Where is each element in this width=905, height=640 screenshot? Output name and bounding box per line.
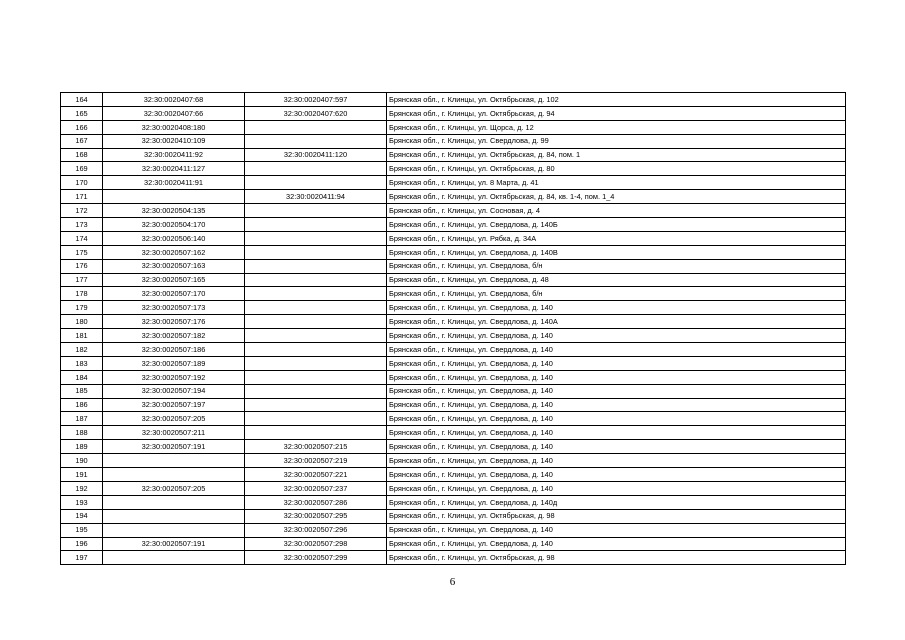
row-number-cell: 180 — [61, 315, 103, 329]
land-cadastral-number-cell — [103, 509, 245, 523]
address-cell: Брянская обл., г. Клинцы, ул. Октябрьская, д. 94 — [387, 106, 846, 120]
address-cell: Брянская обл., г. Клинцы, ул. Свердлова, д. 140 — [387, 412, 846, 426]
address-cell: Брянская обл., г. Клинцы, ул. Свердлова, д. 140 — [387, 370, 846, 384]
table-row — [61, 204, 846, 218]
row-number-cell: 181 — [61, 329, 103, 343]
land-cadastral-number-cell: 32:30:0020411:91 — [103, 176, 245, 190]
table-row — [61, 106, 846, 120]
table-row — [61, 398, 846, 412]
land-cadastral-number-cell: 32:30:0020411:92 — [103, 148, 245, 162]
row-number-cell: 175 — [61, 245, 103, 259]
object-cadastral-number-cell: 32:30:0020407:597 — [245, 93, 387, 107]
land-cadastral-number-cell: 32:30:0020507:192 — [103, 370, 245, 384]
address-cell: Брянская обл., г. Клинцы, ул. Свердлова, д. 140 — [387, 398, 846, 412]
land-cadastral-number-cell — [103, 551, 245, 565]
address-cell: Брянская обл., г. Клинцы, ул. Сосновая, д. 4 — [387, 204, 846, 218]
object-cadastral-number-cell — [245, 259, 387, 273]
object-cadastral-number-cell — [245, 231, 387, 245]
table-row — [61, 134, 846, 148]
land-cadastral-number-cell: 32:30:0020507:186 — [103, 343, 245, 357]
row-number-cell: 183 — [61, 356, 103, 370]
address-cell: Брянская обл., г. Клинцы, ул. Свердлова, д. 140 — [387, 523, 846, 537]
object-cadastral-number-cell — [245, 120, 387, 134]
row-number-cell: 172 — [61, 204, 103, 218]
table-row — [61, 93, 846, 107]
table-row — [61, 190, 846, 204]
row-number-cell: 190 — [61, 454, 103, 468]
row-number-cell: 185 — [61, 384, 103, 398]
row-number-cell: 170 — [61, 176, 103, 190]
row-number-cell: 171 — [61, 190, 103, 204]
table-row — [61, 120, 846, 134]
object-cadastral-number-cell: 32:30:0020507:298 — [245, 537, 387, 551]
row-number-cell: 188 — [61, 426, 103, 440]
object-cadastral-number-cell — [245, 412, 387, 426]
object-cadastral-number-cell — [245, 384, 387, 398]
land-cadastral-number-cell: 32:30:0020408:180 — [103, 120, 245, 134]
table-row — [61, 509, 846, 523]
address-cell: Брянская обл., г. Клинцы, ул. Свердлова, д. 140В — [387, 245, 846, 259]
address-cell: Брянская обл., г. Клинцы, ул. Свердлова, д. 99 — [387, 134, 846, 148]
object-cadastral-number-cell: 32:30:0020507:221 — [245, 468, 387, 482]
land-cadastral-number-cell: 32:30:0020507:194 — [103, 384, 245, 398]
address-cell: Брянская обл., г. Клинцы, ул. Свердлова, д. 140 — [387, 468, 846, 482]
row-number-cell: 192 — [61, 481, 103, 495]
land-cadastral-number-cell — [103, 523, 245, 537]
address-cell: Брянская обл., г. Клинцы, ул. Свердлова, д. 140д — [387, 495, 846, 509]
table-row — [61, 176, 846, 190]
address-cell: Брянская обл., г. Клинцы, ул. Свердлова, д. 140 — [387, 440, 846, 454]
table-row — [61, 440, 846, 454]
table-row — [61, 259, 846, 273]
land-cadastral-number-cell: 32:30:0020407:66 — [103, 106, 245, 120]
row-number-cell: 195 — [61, 523, 103, 537]
row-number-cell: 169 — [61, 162, 103, 176]
object-cadastral-number-cell: 32:30:0020411:94 — [245, 190, 387, 204]
address-cell: Брянская обл., г. Клинцы, ул. Свердлова, д. 140 — [387, 329, 846, 343]
land-cadastral-number-cell: 32:30:0020410:109 — [103, 134, 245, 148]
land-cadastral-number-cell: 32:30:0020411:127 — [103, 162, 245, 176]
address-cell: Брянская обл., г. Клинцы, ул. 8 Марта, д. 41 — [387, 176, 846, 190]
table-row — [61, 537, 846, 551]
object-cadastral-number-cell — [245, 343, 387, 357]
land-cadastral-number-cell: 32:30:0020507:189 — [103, 356, 245, 370]
page-number: 6 — [449, 576, 456, 588]
row-number-cell: 187 — [61, 412, 103, 426]
table-row — [61, 468, 846, 482]
object-cadastral-number-cell: 32:30:0020507:299 — [245, 551, 387, 565]
land-cadastral-number-cell: 32:30:0020504:170 — [103, 218, 245, 232]
row-number-cell: 182 — [61, 343, 103, 357]
address-cell: Брянская обл., г. Клинцы, ул. Свердлова, д. 140 — [387, 301, 846, 315]
land-cadastral-number-cell: 32:30:0020504:135 — [103, 204, 245, 218]
address-cell: Брянская обл., г. Клинцы, ул. Свердлова, д. 140А — [387, 315, 846, 329]
address-cell: Брянская обл., г. Клинцы, ул. Свердлова, д. 48 — [387, 273, 846, 287]
address-cell: Брянская обл., г. Клинцы, ул. Свердлова, д. 140 — [387, 454, 846, 468]
row-number-cell: 197 — [61, 551, 103, 565]
object-cadastral-number-cell — [245, 356, 387, 370]
row-number-cell: 176 — [61, 259, 103, 273]
object-cadastral-number-cell: 32:30:0020411:120 — [245, 148, 387, 162]
object-cadastral-number-cell: 32:30:0020507:286 — [245, 495, 387, 509]
object-cadastral-number-cell — [245, 370, 387, 384]
address-cell: Брянская обл., г. Клинцы, ул. Рябка, д. 34А — [387, 231, 846, 245]
land-cadastral-number-cell: 32:30:0020407:68 — [103, 93, 245, 107]
table-row — [61, 273, 846, 287]
land-cadastral-number-cell: 32:30:0020507:182 — [103, 329, 245, 343]
object-cadastral-number-cell — [245, 273, 387, 287]
object-cadastral-number-cell — [245, 329, 387, 343]
object-cadastral-number-cell: 32:30:0020507:295 — [245, 509, 387, 523]
object-cadastral-number-cell — [245, 398, 387, 412]
row-number-cell: 186 — [61, 398, 103, 412]
address-cell: Брянская обл., г. Клинцы, ул. Октябрьская, д. 84, пом. 1 — [387, 148, 846, 162]
land-cadastral-number-cell: 32:30:0020507:191 — [103, 440, 245, 454]
address-cell: Брянская обл., г. Клинцы, ул. Свердлова, б/н — [387, 287, 846, 301]
address-cell: Брянская обл., г. Клинцы, ул. Свердлова, д. 140 — [387, 384, 846, 398]
row-number-cell: 164 — [61, 93, 103, 107]
land-cadastral-number-cell: 32:30:0020507:173 — [103, 301, 245, 315]
object-cadastral-number-cell — [245, 287, 387, 301]
land-cadastral-number-cell: 32:30:0020507:211 — [103, 426, 245, 440]
object-cadastral-number-cell — [245, 315, 387, 329]
address-cell: Брянская обл., г. Клинцы, ул. Октябрьская, д. 84, кв. 1-4, пом. 1_4 — [387, 190, 846, 204]
table-row — [61, 426, 846, 440]
land-cadastral-number-cell: 32:30:0020507:205 — [103, 481, 245, 495]
address-cell: Брянская обл., г. Клинцы, ул. Свердлова, д. 140 — [387, 426, 846, 440]
registry-table-body — [61, 93, 846, 565]
row-number-cell: 174 — [61, 231, 103, 245]
address-cell: Брянская обл., г. Клинцы, ул. Октябрьская, д. 102 — [387, 93, 846, 107]
row-number-cell: 168 — [61, 148, 103, 162]
row-number-cell: 178 — [61, 287, 103, 301]
land-cadastral-number-cell: 32:30:0020507:176 — [103, 315, 245, 329]
object-cadastral-number-cell: 32:30:0020507:219 — [245, 454, 387, 468]
object-cadastral-number-cell — [245, 245, 387, 259]
row-number-cell: 177 — [61, 273, 103, 287]
land-cadastral-number-cell: 32:30:0020506:140 — [103, 231, 245, 245]
table-row — [61, 370, 846, 384]
row-number-cell: 173 — [61, 218, 103, 232]
object-cadastral-number-cell — [245, 176, 387, 190]
object-cadastral-number-cell — [245, 204, 387, 218]
row-number-cell: 193 — [61, 495, 103, 509]
table-row — [61, 523, 846, 537]
table-row — [61, 343, 846, 357]
table-row — [61, 231, 846, 245]
table-row — [61, 329, 846, 343]
table-row — [61, 315, 846, 329]
address-cell: Брянская обл., г. Клинцы, ул. Октябрьская, д. 98 — [387, 551, 846, 565]
row-number-cell: 189 — [61, 440, 103, 454]
address-cell: Брянская обл., г. Клинцы, ул. Свердлова, д. 140 — [387, 356, 846, 370]
row-number-cell: 196 — [61, 537, 103, 551]
address-cell: Брянская обл., г. Клинцы, ул. Щорса, д. 12 — [387, 120, 846, 134]
row-number-cell: 179 — [61, 301, 103, 315]
row-number-cell: 167 — [61, 134, 103, 148]
table-row — [61, 384, 846, 398]
row-number-cell: 194 — [61, 509, 103, 523]
land-cadastral-number-cell: 32:30:0020507:165 — [103, 273, 245, 287]
table-row — [61, 245, 846, 259]
table-row — [61, 162, 846, 176]
address-cell: Брянская обл., г. Клинцы, ул. Октябрьская, д. 80 — [387, 162, 846, 176]
row-number-cell: 165 — [61, 106, 103, 120]
object-cadastral-number-cell: 32:30:0020507:215 — [245, 440, 387, 454]
table-row — [61, 481, 846, 495]
address-cell: Брянская обл., г. Клинцы, ул. Свердлова, д. 140Б — [387, 218, 846, 232]
land-cadastral-number-cell: 32:30:0020507:162 — [103, 245, 245, 259]
table-row — [61, 454, 846, 468]
object-cadastral-number-cell — [245, 301, 387, 315]
table-row — [61, 412, 846, 426]
address-cell: Брянская обл., г. Клинцы, ул. Октябрьская, д. 98 — [387, 509, 846, 523]
address-cell: Брянская обл., г. Клинцы, ул. Свердлова, д. 140 — [387, 481, 846, 495]
land-cadastral-number-cell: 32:30:0020507:191 — [103, 537, 245, 551]
object-cadastral-number-cell — [245, 162, 387, 176]
table-row — [61, 218, 846, 232]
table-row — [61, 495, 846, 509]
row-number-cell: 191 — [61, 468, 103, 482]
land-cadastral-number-cell — [103, 454, 245, 468]
object-cadastral-number-cell — [245, 134, 387, 148]
table-row — [61, 287, 846, 301]
row-number-cell: 184 — [61, 370, 103, 384]
table-row — [61, 301, 846, 315]
row-number-cell: 166 — [61, 120, 103, 134]
land-cadastral-number-cell — [103, 468, 245, 482]
land-cadastral-number-cell: 32:30:0020507:197 — [103, 398, 245, 412]
land-cadastral-number-cell: 32:30:0020507:163 — [103, 259, 245, 273]
object-cadastral-number-cell: 32:30:0020507:296 — [245, 523, 387, 537]
land-cadastral-number-cell: 32:30:0020507:170 — [103, 287, 245, 301]
address-cell: Брянская обл., г. Клинцы, ул. Свердлова, б/н — [387, 259, 846, 273]
object-cadastral-number-cell: 32:30:0020507:237 — [245, 481, 387, 495]
table-row — [61, 551, 846, 565]
registry-table — [60, 92, 846, 565]
table-row — [61, 148, 846, 162]
object-cadastral-number-cell: 32:30:0020407:620 — [245, 106, 387, 120]
address-cell: Брянская обл., г. Клинцы, ул. Свердлова, д. 140 — [387, 537, 846, 551]
land-cadastral-number-cell — [103, 495, 245, 509]
table-row — [61, 356, 846, 370]
address-cell: Брянская обл., г. Клинцы, ул. Свердлова, д. 140 — [387, 343, 846, 357]
object-cadastral-number-cell — [245, 426, 387, 440]
land-cadastral-number-cell — [103, 190, 245, 204]
object-cadastral-number-cell — [245, 218, 387, 232]
land-cadastral-number-cell: 32:30:0020507:205 — [103, 412, 245, 426]
